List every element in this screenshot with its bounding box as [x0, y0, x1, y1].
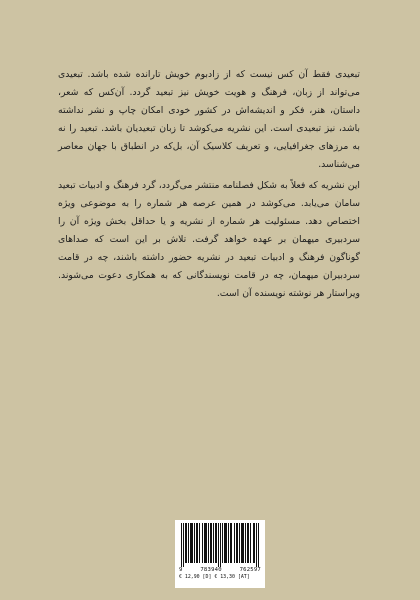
isbn-group-right: 762597 — [239, 567, 261, 573]
price-label: € 12,90 [D] € 13,30 [AT] — [179, 574, 250, 580]
isbn-number — [179, 567, 261, 574]
blurb-paragraph-1: تبعیدی فقط آن کس نیست که از زادبوم خویش تارانده شده باشد. تبعیدی می‌تواند از زبان، فرهنگ و هویت خویش نیز تبعید گردد. آن‌کس که شعر، داستان، هنر، فکر و اندیشه‌اش در کشور خودی امکان چاپ و نشر نداشته باشد، نیز تبعیدی است. این نشریه می‌کوشد تا زبان تبعیدیان باشد. تبعید را نه به مرزهای جغرافیایی، و تعریف کلاسیک آن، بل‌که در انطباق با جهان معاصر می‌شناسد. — [58, 69, 360, 171]
barcode-label — [175, 520, 265, 588]
barcode-icon — [179, 523, 261, 567]
isbn-first-digit: 9 — [179, 567, 183, 573]
blurb-text — [58, 66, 360, 303]
isbn-group-left: 783940 — [200, 567, 222, 573]
blurb-paragraph-2: این نشریه که فعلاً به شکل فصلنامه منتشر می‌گردد، گرد فرهنگ و ادبیات تبعید سامان می‌یابد. می‌کوشد در همین عرصه هر شماره را به موضوعی ویژه اختصاص دهد. مسئولیت هر شماره از نشریه و یا حداقل بخش ویژه آن را سردبیری میهمان بر عهده خواهد گرفت. تلاش بر این است که صداهای گوناگون فرهنگ و ادبیات تبعید در نشریه حضور داشته باشند، چه در قامت سردبیران میهمان، چه در قامت نویسندگانی که به همکاری دعوت می‌شوند. ویراستار هر نوشته نویسنده آن است. — [58, 179, 360, 300]
